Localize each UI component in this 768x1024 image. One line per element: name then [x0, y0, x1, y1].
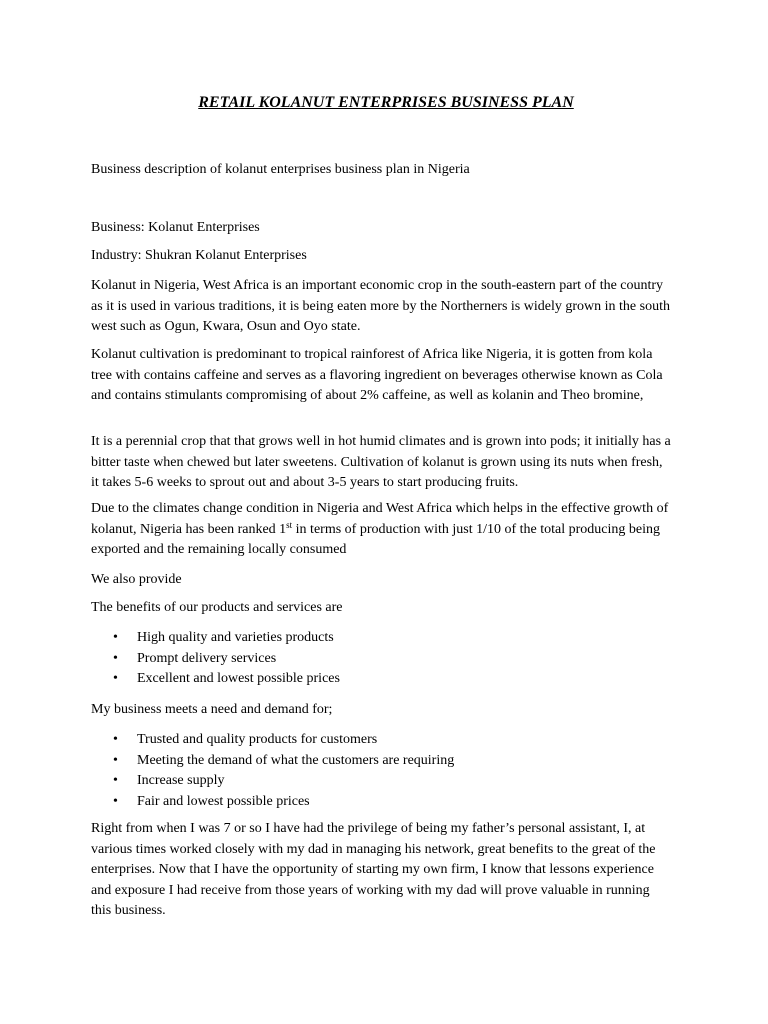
industry-line: Industry: Shukran Kolanut Enterprises: [91, 248, 307, 263]
business-line: Business: Kolanut Enterprises: [91, 220, 260, 235]
bullet-icon: •: [113, 752, 118, 768]
intro-paragraph: Business description of kolanut enterprises business plan in Nigeria: [91, 162, 470, 177]
needs-list: [91, 730, 651, 812]
bullet-icon: •: [113, 671, 118, 686]
paragraph-perennial-crop: It is a perennial crop that that grows well in hot humid climates and is grown into pods; it initially has a bitter taste when chewed but later sweetens. Cultivation of kolanut is grown using its nuts when fresh, it takes 5-6 weeks to sprout out and about 3-5 years to start producing fruits.: [91, 434, 671, 490]
list-item: [91, 649, 651, 670]
paragraph-kolanut-nigeria: Kolanut in Nigeria, West Africa is an important economic crop in the south-eastern part of the country as it is used in various traditions, it is being eaten more by the Northerners is widely grown in the south west such as Ogun, Kwara, Osun and Oyo state.: [91, 278, 670, 334]
paragraph-personal-experience: Right from when I was 7 or so I have had the privilege of being my father’s personal assistant, I, at various times worked closely with my dad in managing his network, great benefits to the great of the enterprises. Now that I have the opportunity of starting my own firm, I know that lessons experience and exposure I had receive from those years of working with my dad will prove valuable in running this business.: [91, 821, 656, 918]
list-item: [91, 792, 651, 813]
list-item: [91, 730, 651, 751]
bullet-icon: •: [113, 793, 118, 809]
list-item-text: Prompt delivery services: [137, 650, 277, 666]
list-item: [91, 669, 651, 690]
provide-line: We also provide: [91, 572, 182, 587]
list-item: [91, 751, 651, 772]
paragraph-cultivation: Kolanut cultivation is predominant to tropical rainforest of Africa like Nigeria, it is gotten from kola tree with contains caffeine and serves as a flavoring ingredient on beverages otherwise known as Cola and contains stimulants compromising of about 2% caffeine, as well as kolanin and Theo bromine,: [91, 347, 663, 403]
ordinal-suffix: st: [286, 519, 293, 530]
list-item-text: Trusted and quality products for customers: [137, 732, 378, 747]
bullet-icon: •: [113, 630, 118, 645]
benefits-intro: The benefits of our products and services are: [91, 600, 343, 615]
list-item: [91, 771, 651, 792]
list-item-text: High quality and varieties products: [137, 630, 334, 645]
bullet-icon: •: [113, 773, 118, 788]
document-title: RETAIL KOLANUT ENTERPRISES BUSINESS PLAN: [198, 94, 574, 111]
paragraph-production-rank: [91, 499, 671, 561]
list-item-text: Excellent and lowest possible prices: [137, 671, 340, 686]
list-item-text: Increase supply: [137, 773, 225, 788]
benefits-list: [91, 628, 651, 690]
needs-intro: My business meets a need and demand for;: [91, 702, 333, 717]
list-item-text: Meeting the demand of what the customers are requiring: [137, 752, 455, 768]
list-item-text: Fair and lowest possible prices: [137, 793, 310, 809]
list-item: [91, 628, 651, 649]
bullet-icon: •: [113, 732, 118, 747]
bullet-icon: •: [113, 650, 118, 666]
paragraph-production-rank-end: in terms of production with just 1/10 of the total producing being exported and the remaining locally consumed: [91, 521, 661, 557]
paragraph-production-rank-start: Due to the climates change condition in Nigeria and West Africa which helps in the effective growth of kolanut, Nigeria has been ranked 1: [91, 501, 669, 537]
